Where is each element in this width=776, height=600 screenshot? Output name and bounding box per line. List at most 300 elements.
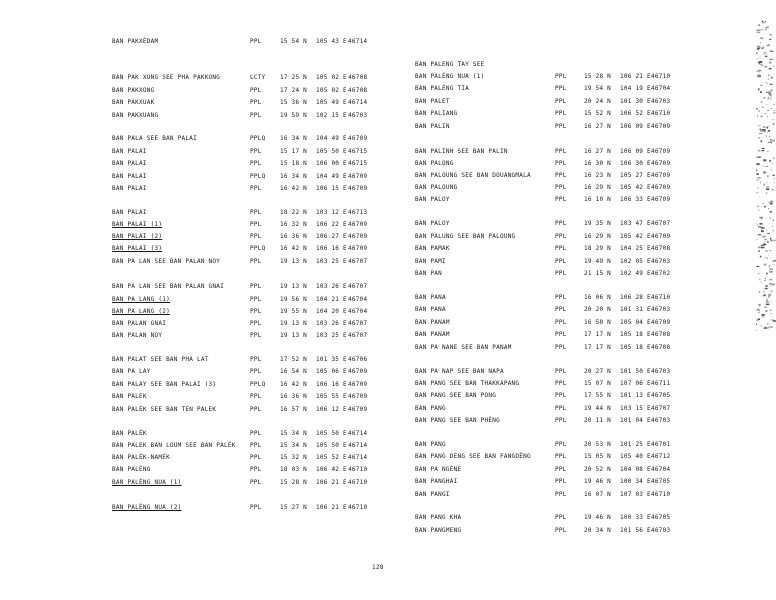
scan-noise-mark <box>774 65 775 67</box>
feature-designator: PPLQ <box>250 245 266 252</box>
feature-designator: PPL <box>555 160 567 167</box>
latitude: 19 13 N <box>280 283 308 290</box>
scan-noise-mark <box>769 265 770 266</box>
feature-designator: PPL <box>555 148 567 155</box>
map-sheet-code: 46703 <box>651 368 671 375</box>
latitude: 17 17 N <box>584 331 612 338</box>
longitude: 102 05 E <box>620 258 651 265</box>
longitude: 103 12 E <box>316 209 347 216</box>
map-sheet-code: 46712 <box>651 453 671 460</box>
latitude: 15 18 N <box>280 160 308 167</box>
latitude: 19 13 N <box>280 320 308 327</box>
latitude: 20 27 N <box>584 368 612 375</box>
scan-noise-mark <box>768 130 770 132</box>
scan-noise-mark <box>769 136 771 137</box>
latitude: 15 28 N <box>280 479 308 486</box>
scan-noise-mark <box>760 223 763 225</box>
entry-name: BAN PALEK SEE BAN TEN PALEK <box>112 406 217 413</box>
longitude: 101 13 E <box>620 392 651 399</box>
latitude: 20 53 N <box>584 441 612 448</box>
feature-designator: PPL <box>250 442 262 449</box>
scan-noise-mark <box>757 32 761 33</box>
longitude: 104 19 E <box>620 85 651 92</box>
map-sheet-code: 46710 <box>348 466 368 473</box>
map-sheet-code: 46709 <box>348 233 368 240</box>
entry-name: BAN PANGHAI <box>415 478 458 485</box>
scan-noise-mark <box>759 63 760 64</box>
map-sheet-code: 46709 <box>348 185 368 192</box>
scan-noise-mark <box>773 230 774 232</box>
scan-noise-mark <box>767 91 770 93</box>
scan-noise-mark <box>767 100 768 101</box>
scan-noise-mark <box>766 92 768 93</box>
scan-noise-mark <box>759 72 760 73</box>
scan-noise-mark <box>764 280 766 281</box>
feature-designator: PPL <box>250 430 262 437</box>
scan-noise-mark <box>763 131 766 133</box>
scan-noise-mark <box>760 30 763 31</box>
scan-noise-mark <box>774 178 775 179</box>
scan-noise-mark <box>764 290 765 292</box>
scan-noise-mark <box>760 42 761 43</box>
scan-noise-mark <box>770 211 773 212</box>
entry-name: BAN PANG KHA <box>415 514 462 521</box>
scan-noise-mark <box>765 97 766 98</box>
longitude: 106 27 E <box>316 233 347 240</box>
scan-noise-mark <box>766 166 769 167</box>
scan-noise-mark <box>763 53 764 54</box>
scan-noise-mark <box>756 157 757 158</box>
feature-designator: PPL <box>250 479 262 486</box>
latitude: 20 11 N <box>584 417 612 424</box>
scan-noise-mark <box>762 228 764 229</box>
feature-designator: PPL <box>250 160 262 167</box>
scan-noise-mark <box>770 108 773 109</box>
scan-noise-mark <box>768 208 769 209</box>
entry-name: BAN PANG DENG SEE BAN FANGDÈNG <box>415 453 531 460</box>
scan-noise-mark <box>766 135 767 136</box>
scan-noise-mark <box>757 157 761 158</box>
map-sheet-code: 46704 <box>348 296 368 303</box>
entry-name: BAN PA NANE SEE BAN PANAM <box>415 344 512 351</box>
map-sheet-code: 46701 <box>651 441 671 448</box>
entry-name: BAN PALAI <box>112 148 147 155</box>
map-sheet-code: 46708 <box>348 87 368 94</box>
scan-noise-mark <box>761 247 764 249</box>
scan-noise-mark <box>770 139 771 141</box>
scan-noise-mark <box>764 288 766 289</box>
scan-noise-mark <box>758 49 759 51</box>
scan-noise-mark <box>769 68 772 70</box>
scan-noise-mark <box>767 83 768 84</box>
feature-designator: PPL <box>250 356 262 363</box>
scan-noise-mark <box>767 323 768 324</box>
scan-noise-mark <box>768 74 770 76</box>
scan-noise-mark <box>767 151 768 152</box>
longitude: 106 21 E <box>316 504 347 511</box>
scan-noise-mark <box>767 258 768 259</box>
scan-noise-mark <box>770 34 772 35</box>
scan-noise-mark <box>769 326 772 328</box>
entry-name: BAN PALAN NOY <box>112 332 163 339</box>
latitude: 15 54 N <box>280 38 308 45</box>
scan-noise-mark <box>769 267 770 269</box>
entry-name: BAN PANG <box>415 441 446 448</box>
map-sheet-code: 46711 <box>651 380 671 387</box>
scan-noise-mark <box>767 44 770 46</box>
longitude: 106 15 E <box>316 185 347 192</box>
scan-noise-mark <box>761 325 762 327</box>
latitude: 19 49 N <box>584 258 612 265</box>
scan-noise-mark <box>770 238 771 240</box>
scan-noise-mark <box>757 188 759 189</box>
longitude: 105 42 E <box>620 184 651 191</box>
scan-noise-mark <box>757 173 759 175</box>
map-sheet-code: 46703 <box>651 98 671 105</box>
scan-noise-mark <box>769 217 770 219</box>
scan-noise-mark <box>766 172 767 173</box>
map-sheet-code: 46714 <box>348 454 368 461</box>
latitude: 15 32 N <box>280 454 308 461</box>
longitude: 107 03 E <box>620 491 651 498</box>
longitude: 103 25 E <box>316 332 347 339</box>
scan-noise-mark <box>770 51 773 52</box>
scan-noise-mark <box>758 88 759 90</box>
entry-name: BAN PANA <box>415 294 446 301</box>
scan-noise-mark <box>761 282 762 283</box>
scan-noise-mark <box>766 299 768 301</box>
latitude: 15 07 N <box>584 380 612 387</box>
scan-noise-mark <box>765 113 767 114</box>
feature-designator: PPLQ <box>250 173 266 180</box>
scan-noise-mark <box>756 266 759 267</box>
scan-noise-mark <box>763 22 765 23</box>
scan-noise-mark <box>766 189 769 191</box>
feature-designator: PPL <box>555 196 567 203</box>
map-sheet-code: 46704 <box>348 308 368 315</box>
entry-name: BAN PALÈNG NUA (1) <box>415 73 485 80</box>
entry-name: BAN PALAY SEE BAN PALAI (3) <box>112 381 217 388</box>
scan-noise-mark <box>768 97 769 99</box>
scan-noise-mark <box>759 196 760 197</box>
map-sheet-code: 46703 <box>651 417 671 424</box>
scan-noise-mark <box>762 21 764 23</box>
scan-noise-mark <box>770 201 774 203</box>
scan-noise-mark <box>756 163 759 165</box>
map-sheet-code: 46709 <box>348 368 368 375</box>
latitude: 15 36 N <box>280 99 308 106</box>
entry-name: BAN PANG <box>415 405 446 412</box>
entry-name: BAN PAN <box>415 270 443 277</box>
map-sheet-code: 46706 <box>348 356 368 363</box>
feature-designator: PPL <box>555 233 567 240</box>
entry-name: BAN PANG SEE BAN PONG <box>415 392 497 399</box>
scan-noise-mark <box>770 203 773 205</box>
latitude: 15 17 N <box>280 148 308 155</box>
scan-noise-mark <box>759 57 761 58</box>
scan-noise-mark <box>770 301 771 302</box>
scan-noise-mark <box>764 292 765 293</box>
scan-noise-mark <box>765 21 767 22</box>
feature-designator: PPLQ <box>250 381 266 388</box>
longitude: 101 04 E <box>620 417 651 424</box>
map-sheet-code: 46710 <box>651 73 671 80</box>
map-sheet-code: 46709 <box>651 319 671 326</box>
scan-noise-mark <box>765 257 767 258</box>
longitude: 104 20 E <box>316 308 347 315</box>
map-sheet-code: 46708 <box>651 331 671 338</box>
scan-noise-mark <box>763 245 764 246</box>
scan-noise-mark <box>757 30 760 31</box>
latitude: 18 22 N <box>280 209 308 216</box>
feature-designator: PPL <box>555 306 567 313</box>
scan-noise-mark <box>763 98 765 99</box>
latitude: 19 13 N <box>280 258 308 265</box>
scan-noise-mark <box>764 241 765 242</box>
entry-name: BAN PALINH SEE BAN PALIN <box>415 148 508 155</box>
longitude: 101 30 E <box>620 98 651 105</box>
longitude: 107 06 E <box>620 380 651 387</box>
entry-name: BAN PALAI <box>112 209 147 216</box>
latitude: 19 46 N <box>584 514 612 521</box>
longitude: 105 04 E <box>620 319 651 326</box>
feature-designator: PPL <box>250 112 262 119</box>
scan-noise-mark <box>760 64 762 65</box>
scan-noise-mark <box>761 230 764 232</box>
scan-noise-mark <box>770 320 773 321</box>
scan-noise-mark <box>761 228 762 230</box>
scan-noise-mark <box>762 47 764 49</box>
scan-noise-mark <box>770 310 772 311</box>
scan-noise-mark <box>773 104 775 105</box>
latitude: 19 13 N <box>280 332 308 339</box>
scan-noise-mark <box>770 63 772 64</box>
entry-name: BAN PALEK BAN LOUM SEE BAN PALÉK <box>112 442 236 449</box>
map-sheet-code: 46704 <box>651 85 671 92</box>
scan-noise-mark <box>771 143 772 144</box>
longitude: 105 06 E <box>316 368 347 375</box>
feature-designator: PPL <box>555 514 567 521</box>
map-sheet-code: 46709 <box>651 160 671 167</box>
scan-noise-mark <box>762 316 764 317</box>
scan-noise-mark <box>756 108 758 110</box>
latitude: 20 52 N <box>584 466 612 473</box>
scan-noise-mark <box>769 160 771 162</box>
longitude: 104 21 E <box>316 296 347 303</box>
longitude: 101 56 E <box>620 527 651 534</box>
entry-name: BAN PANAM <box>415 331 450 338</box>
longitude: 103 26 E <box>316 283 347 290</box>
feature-designator: PPL <box>555 270 567 277</box>
latitude: 19 46 N <box>584 478 612 485</box>
latitude: 19 54 N <box>584 85 612 92</box>
latitude: 16 07 N <box>584 491 612 498</box>
entry-name: BAN PAKXONG <box>112 87 155 94</box>
scan-noise-mark <box>773 226 774 227</box>
scan-noise-mark <box>770 240 773 242</box>
entry-name: BAN PAMI <box>415 258 446 265</box>
longitude: 105 27 E <box>620 172 651 179</box>
scan-noise-mark <box>768 255 769 256</box>
entry-name: BAN PALUNG SEE BAN PALOUNG <box>415 233 516 240</box>
feature-designator: PPL <box>250 466 262 473</box>
scan-noise-mark <box>758 273 760 274</box>
latitude: 18 29 N <box>584 245 612 252</box>
entry-name: BAN PALET <box>415 98 450 105</box>
scan-noise-mark <box>756 223 757 224</box>
latitude: 15 34 N <box>280 430 308 437</box>
latitude: 16 42 N <box>280 245 308 252</box>
latitude: 20 24 N <box>584 98 612 105</box>
scan-noise-mark <box>762 66 763 67</box>
feature-designator: PPL <box>250 99 262 106</box>
latitude: 16 29 N <box>584 233 612 240</box>
scan-noise-mark <box>769 62 771 64</box>
entry-name: BAN PA LAY <box>112 368 151 375</box>
scan-noise-mark <box>764 307 767 308</box>
feature-designator: PPL <box>555 319 567 326</box>
scan-noise-mark <box>770 141 773 142</box>
latitude: 19 55 N <box>280 308 308 315</box>
longitude: 100 34 E <box>620 478 651 485</box>
latitude: 21 15 N <box>584 270 612 277</box>
longitude: 106 52 E <box>620 110 651 117</box>
scan-noise-mark <box>769 94 772 95</box>
map-sheet-code: 46709 <box>348 221 368 228</box>
longitude: 102 15 E <box>316 112 347 119</box>
scan-noise-mark <box>761 140 763 142</box>
scan-noise-mark <box>760 116 762 117</box>
feature-designator: PPL <box>555 98 567 105</box>
map-sheet-code: 46709 <box>348 406 368 413</box>
entry-name: BAN PA LANG (2) <box>112 308 170 315</box>
longitude: 106 09 E <box>620 123 651 130</box>
entry-name: BAN PALIN <box>415 123 450 130</box>
longitude: 103 15 E <box>620 405 651 412</box>
map-sheet-code: 46707 <box>348 332 368 339</box>
scan-noise-mark <box>769 271 772 273</box>
longitude: 106 16 E <box>316 245 347 252</box>
scan-noise-mark <box>758 70 761 72</box>
map-sheet-code: 46715 <box>348 160 368 167</box>
latitude: 16 27 N <box>584 148 612 155</box>
scan-noise-mark <box>758 226 762 228</box>
longitude: 105 02 E <box>316 87 347 94</box>
feature-designator: PPLQ <box>250 135 266 142</box>
map-sheet-code: 46710 <box>651 110 671 117</box>
scan-noise-mark <box>760 256 762 258</box>
map-sheet-code: 46709 <box>348 245 368 252</box>
map-sheet-code: 46710 <box>651 491 671 498</box>
scan-noise-mark <box>759 305 760 306</box>
scan-noise-mark <box>772 140 775 142</box>
entry-name: BAN PANA <box>415 306 446 313</box>
feature-designator: PPL <box>555 172 567 179</box>
longitude: 105 02 E <box>316 74 347 81</box>
feature-designator: PPL <box>555 405 567 412</box>
feature-designator: PPL <box>555 73 567 80</box>
latitude: 16 29 N <box>584 184 612 191</box>
scan-noise-mark <box>765 206 766 207</box>
scan-noise-mark <box>773 261 774 263</box>
entry-name: BAN PAKXUAK <box>112 99 155 106</box>
latitude: 15 34 N <box>280 442 308 449</box>
map-sheet-code: 46714 <box>348 430 368 437</box>
feature-designator: PPL <box>555 491 567 498</box>
feature-designator: PPL <box>555 184 567 191</box>
map-sheet-code: 46707 <box>348 283 368 290</box>
latitude: 15 28 N <box>584 73 612 80</box>
longitude: 105 40 E <box>620 453 651 460</box>
entry-name: BAN PALOY <box>415 196 450 203</box>
scan-noise-mark <box>772 175 775 176</box>
feature-designator: PPL <box>555 220 567 227</box>
scan-noise-mark <box>764 264 767 266</box>
feature-designator: PPL <box>250 504 262 511</box>
scan-noise-mark <box>769 59 772 60</box>
longitude: 102 49 E <box>620 270 651 277</box>
scan-noise-mark <box>759 111 760 112</box>
scan-noise-mark <box>768 202 770 203</box>
scan-noise-mark <box>767 241 768 243</box>
latitude: 19 35 N <box>584 220 612 227</box>
longitude: 105 43 E <box>316 38 347 45</box>
binding-edge-scan-artifact <box>716 0 776 600</box>
latitude: 16 34 N <box>280 135 308 142</box>
scan-noise-mark <box>759 279 760 281</box>
scan-noise-mark <box>772 189 773 190</box>
scan-noise-mark <box>771 91 772 92</box>
scan-noise-mark <box>765 66 766 67</box>
latitude: 16 42 N <box>280 381 308 388</box>
map-sheet-code: 46709 <box>651 123 671 130</box>
longitude: 105 49 E <box>316 99 347 106</box>
map-sheet-code: 46709 <box>348 173 368 180</box>
scan-noise-mark <box>759 312 761 313</box>
feature-designator: PPL <box>555 453 567 460</box>
longitude: 106 16 E <box>316 381 347 388</box>
latitude: 17 17 N <box>584 344 612 351</box>
longitude: 105 50 E <box>316 430 347 437</box>
longitude: 104 49 E <box>316 135 347 142</box>
feature-designator: PPL <box>555 478 567 485</box>
scan-noise-mark <box>766 297 767 298</box>
feature-designator: PPL <box>250 185 262 192</box>
feature-designator: PPL <box>250 87 262 94</box>
entry-name: BAN PALÉK-NAMÉK <box>112 454 170 461</box>
scan-noise-mark <box>767 175 768 177</box>
map-sheet-code: 46714 <box>348 38 368 45</box>
scan-noise-mark <box>760 130 762 132</box>
scan-noise-mark <box>759 217 763 218</box>
entry-name: BAN PAK XONG SEE PHA PAKKONG <box>112 74 221 81</box>
scan-noise-mark <box>771 287 772 288</box>
map-sheet-code: 46703 <box>348 112 368 119</box>
entry-name: BAN PANAM <box>415 319 450 326</box>
entry-name: BAN PALAI (3) <box>112 245 163 252</box>
feature-designator: PPL <box>250 406 262 413</box>
longitude: 106 30 E <box>620 160 651 167</box>
scan-noise-mark <box>767 116 768 117</box>
map-sheet-code: 46703 <box>651 306 671 313</box>
feature-designator: PPL <box>250 148 262 155</box>
scan-noise-mark <box>762 203 765 204</box>
latitude: 20 20 N <box>584 306 612 313</box>
scan-noise-mark <box>759 291 760 293</box>
map-sheet-code: 46707 <box>348 258 368 265</box>
feature-designator: PPL <box>250 258 262 265</box>
scan-noise-mark <box>768 294 771 296</box>
